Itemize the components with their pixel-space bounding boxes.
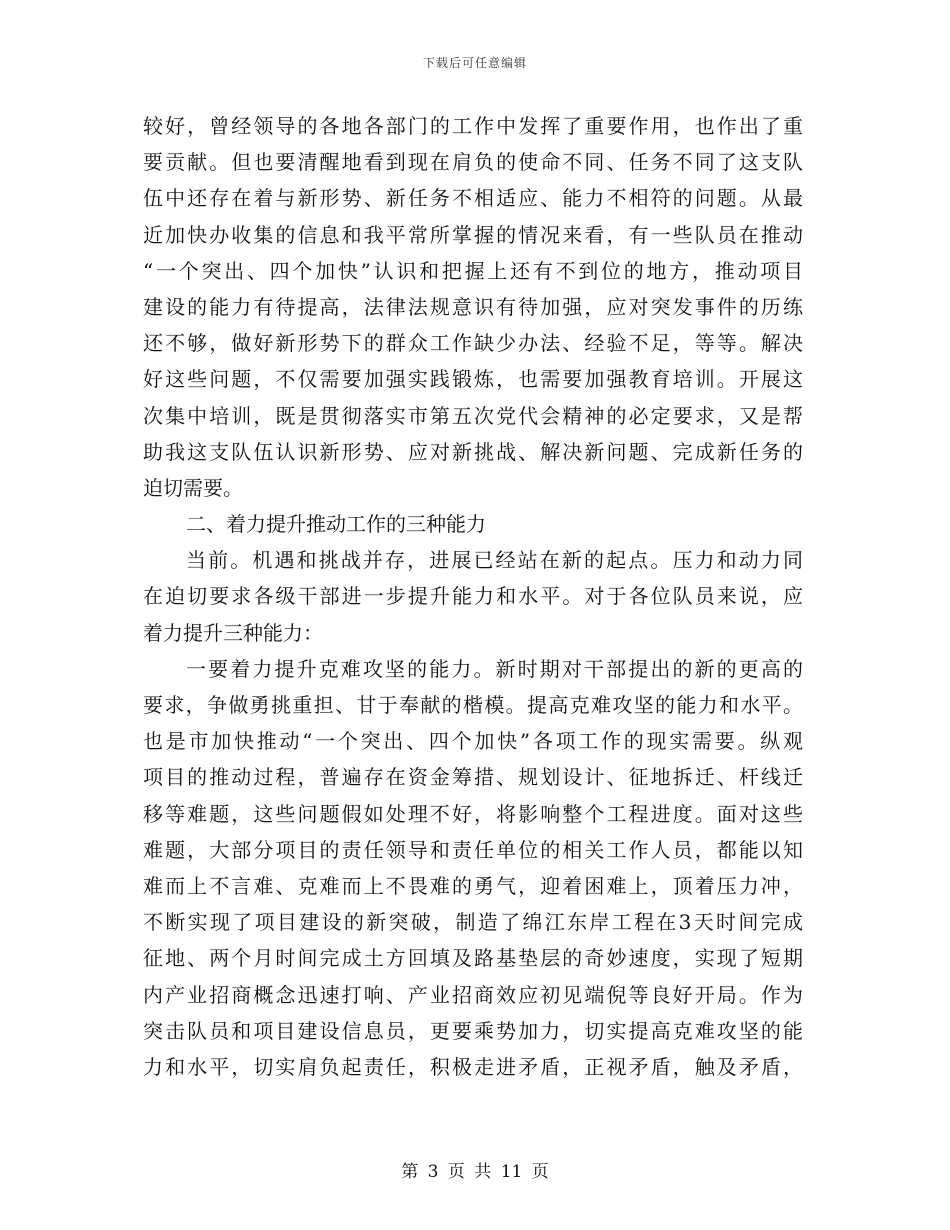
body-line: 近加快办收集的信息和我平常所掌握的情况来看，有一些队员在推动: [143, 222, 803, 247]
body-line: 次集中培训，既是贯彻落实市第五次党代会精神的必定要求，又是帮: [143, 403, 803, 428]
body-line: 难题，大部分项目的责任领导和责任单位的相关工作人员，都能以知: [143, 837, 803, 862]
body-line: 要求，争做勇挑重担、甘于奉献的楷模。提高克难攻坚的能力和水平。: [143, 693, 803, 717]
body-line: 难而上不言难、克难而上不畏难的勇气，迎着困难上，顶着压力冲，: [143, 873, 803, 898]
section-heading: 二、着力提升推动工作的三种能力: [186, 512, 486, 537]
body-line: 力和水平，切实肩负起责任，积极走进矛盾，正视矛盾，触及矛盾，: [143, 1054, 803, 1079]
body-line: 也是市加快推动“一个突出、四个加快”各项工作的现实需要。纵观: [143, 729, 803, 754]
body-line: 助我这支队伍认识新形势、应对新挑战、解决新问题、完成新任务的: [143, 439, 803, 464]
body-line: 迫切需要。: [143, 475, 243, 500]
body-line: 在迫切要求各级干部进一步提升能力和水平。对于各位队员来说，应: [143, 584, 803, 609]
body-line: 建设的能力有待提高，法律法规意识有待加强，应对突发事件的历练: [143, 294, 803, 319]
body-line: 项目的推动过程，普遍存在资金筹措、规划设计、征地拆迁、杆线迁: [143, 765, 803, 790]
page-header: 下载后可任意编辑: [422, 56, 527, 70]
body-line: 要贡献。但也要清醒地看到现在肩负的使命不同、任务不同了这支队: [143, 150, 803, 175]
page-footer: 第 3 页 共 11 页: [401, 1162, 549, 1182]
body-line: 伍中还存在着与新形势、新任务不相适应、能力不相符的问题。从最: [143, 186, 803, 211]
body-line: 一要着力提升克难攻坚的能力。新时期对干部提出的新的更高的: [186, 656, 803, 681]
document-body: [143, 108, 803, 1085]
body-line: 好这些问题，不仅需要加强实践锻炼，也需要加强教育培训。开展这: [143, 367, 803, 392]
body-line: 较好，曾经领导的各地各部门的工作中发挥了重要作用，也作出了重: [143, 114, 803, 138]
body-line: 移等难题，这些问题假如处理不好，将影响整个工程进度。面对这些: [143, 801, 803, 826]
body-line: “一个突出、四个加快”认识和把握上还有不到位的地方，推动项目: [143, 258, 803, 283]
body-line: 突击队员和项目建设信息员，更要乘势加力，切实提高克难攻坚的能: [143, 1018, 803, 1043]
body-line: 还不够，做好新形势下的群众工作缺少办法、经验不足，等等。解决: [143, 331, 803, 356]
body-line: 当前。机遇和挑战并存，进展已经站在新的起点。压力和动力同: [186, 548, 803, 573]
body-line: 内产业招商概念迅速打响、产业招商效应初见端倪等良好开局。作为: [143, 982, 803, 1007]
body-line: 着力提升三种能力：: [143, 620, 323, 645]
body-line: 不断实现了项目建设的新突破，制造了绵江东岸工程在3天时间完成: [143, 910, 803, 935]
body-line: 征地、两个月时间完成土方回填及路基垫层的奇妙速度，实现了短期: [143, 946, 803, 971]
